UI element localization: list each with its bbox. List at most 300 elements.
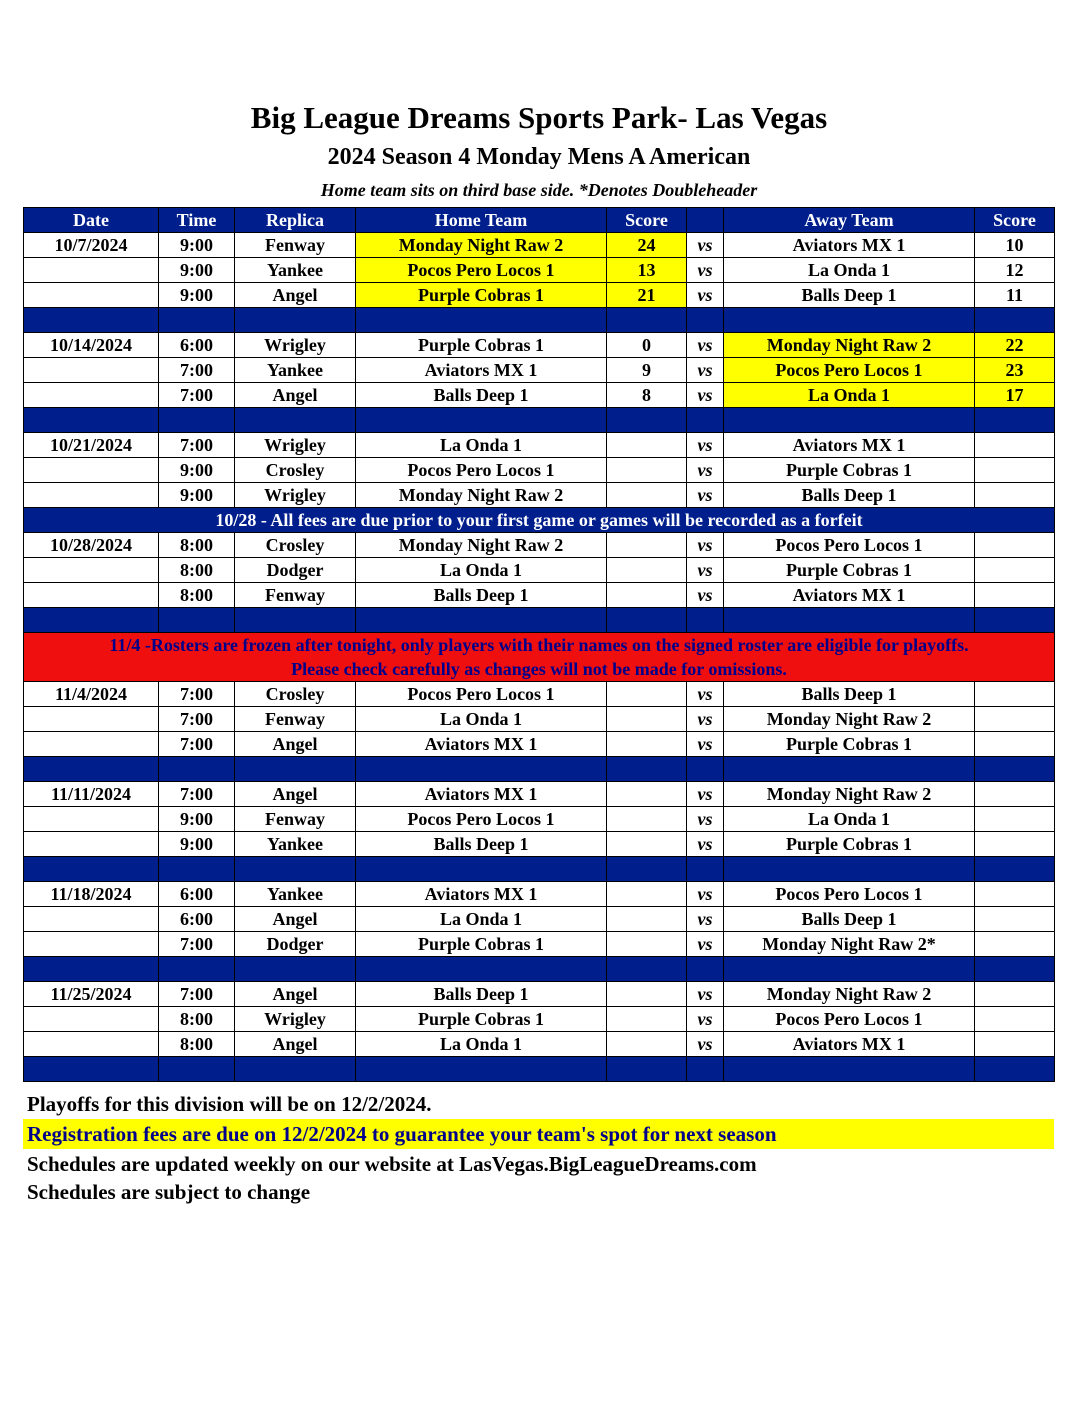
col-replica-header: Replica [235,208,356,233]
home-team-cell: Pocos Pero Locos 1 [356,807,607,832]
replica-cell: Wrigley [235,1007,356,1032]
vs-cell: vs [687,333,724,358]
separator-cell [235,1057,356,1082]
time-cell: 9:00 [159,832,235,857]
separator-cell [24,757,159,782]
game-row [24,583,1055,608]
game-row [24,433,1055,458]
date-cell [24,258,159,283]
game-row [24,458,1055,483]
away-team-cell: Monday Night Raw 2 [724,982,975,1007]
game-row [24,732,1055,757]
game-row [24,682,1055,707]
home-score-cell: 13 [607,258,687,283]
home-score-cell: 8 [607,383,687,408]
away-score-cell [975,882,1055,907]
separator-cell [975,1057,1055,1082]
time-cell: 6:00 [159,882,235,907]
separator-cell [687,608,724,633]
game-row [24,483,1055,508]
away-score-cell [975,782,1055,807]
away-team-cell: Balls Deep 1 [724,682,975,707]
away-team-cell: Balls Deep 1 [724,907,975,932]
time-cell: 9:00 [159,283,235,308]
game-row [24,233,1055,258]
separator-cell [687,408,724,433]
website-note: Schedules are updated weekly on our website at LasVegas.BigLeagueDreams.com [27,1152,757,1176]
home-score-cell [607,707,687,732]
home-team-cell: Purple Cobras 1 [356,283,607,308]
game-row [24,832,1055,857]
replica-cell: Yankee [235,882,356,907]
separator-cell [975,408,1055,433]
away-score-cell [975,932,1055,957]
away-score-cell [975,1032,1055,1057]
separator-cell [607,1057,687,1082]
schedule-table [23,207,1055,1082]
date-cell: 11/25/2024 [24,982,159,1007]
home-score-cell [607,1032,687,1057]
replica-cell: Angel [235,383,356,408]
home-score-cell [607,483,687,508]
fees-banner: 10/28 - All fees are due prior to your first game or games will be recorded as a forfeit [24,508,1055,533]
replica-cell: Crosley [235,682,356,707]
time-cell: 7:00 [159,707,235,732]
separator-cell [159,608,235,633]
away-team-cell: Purple Cobras 1 [724,832,975,857]
game-row [24,707,1055,732]
date-cell [24,907,159,932]
away-score-cell [975,707,1055,732]
home-score-cell [607,682,687,707]
away-score-cell: 11 [975,283,1055,308]
separator-cell [235,757,356,782]
separator-row [24,1057,1055,1082]
separator-cell [159,1057,235,1082]
time-cell: 7:00 [159,433,235,458]
vs-cell: vs [687,283,724,308]
replica-cell: Fenway [235,707,356,732]
time-cell: 6:00 [159,333,235,358]
replica-cell: Dodger [235,558,356,583]
vs-cell: vs [687,458,724,483]
away-team-cell: Aviators MX 1 [724,583,975,608]
time-cell: 8:00 [159,583,235,608]
separator-cell [159,857,235,882]
header-row [24,208,1055,233]
separator-cell [159,757,235,782]
date-cell [24,483,159,508]
schedule-body [24,233,1055,1082]
home-team-cell: La Onda 1 [356,1032,607,1057]
time-cell: 9:00 [159,233,235,258]
game-row [24,558,1055,583]
date-cell [24,1007,159,1032]
separator-cell [975,757,1055,782]
playoffs-note: Playoffs for this division will be on 12/2/2024. [27,1092,432,1116]
replica-cell: Dodger [235,932,356,957]
away-team-cell: Pocos Pero Locos 1 [724,533,975,558]
vs-cell: vs [687,483,724,508]
home-score-cell [607,1007,687,1032]
home-score-cell [607,533,687,558]
home-score-cell [607,558,687,583]
home-score-cell [607,782,687,807]
game-row [24,982,1055,1007]
separator-cell [607,757,687,782]
home-score-cell [607,932,687,957]
separator-cell [356,857,607,882]
game-row [24,358,1055,383]
date-cell [24,732,159,757]
replica-cell: Yankee [235,358,356,383]
home-team-cell: La Onda 1 [356,558,607,583]
away-score-cell: 22 [975,333,1055,358]
date-cell: 11/11/2024 [24,782,159,807]
separator-cell [24,1057,159,1082]
separator-cell [724,608,975,633]
home-team-cell: La Onda 1 [356,707,607,732]
away-score-cell [975,583,1055,608]
separator-cell [687,957,724,982]
separator-cell [356,408,607,433]
away-team-cell: Pocos Pero Locos 1 [724,882,975,907]
time-cell: 7:00 [159,682,235,707]
away-score-cell [975,483,1055,508]
away-team-cell: Monday Night Raw 2 [724,707,975,732]
time-cell: 9:00 [159,258,235,283]
separator-cell [24,308,159,333]
away-score-cell [975,558,1055,583]
away-team-cell: Monday Night Raw 2 [724,333,975,358]
date-cell [24,458,159,483]
away-team-cell: Purple Cobras 1 [724,458,975,483]
replica-cell: Angel [235,782,356,807]
away-team-cell: Balls Deep 1 [724,283,975,308]
roster-alert-line: 11/4 -Rosters are frozen after tonight, only players with their names on the signed roster are eligible for playoffs. [109,635,969,655]
schedule-note: Home team sits on third base side. *Denotes Doubleheader [320,180,758,200]
replica-cell: Yankee [235,258,356,283]
away-score-cell: 23 [975,358,1055,383]
game-row [24,283,1055,308]
separator-row [24,857,1055,882]
separator-cell [356,757,607,782]
time-cell: 9:00 [159,807,235,832]
game-row [24,1032,1055,1057]
separator-cell [687,1057,724,1082]
registration-note: Registration fees are due on 12/2/2024 to guarantee your team's spot for next season [23,1119,1054,1149]
vs-cell: vs [687,433,724,458]
time-cell: 8:00 [159,533,235,558]
date-cell: 11/4/2024 [24,682,159,707]
vs-cell: vs [687,533,724,558]
separator-cell [356,608,607,633]
away-score-cell [975,732,1055,757]
vs-cell: vs [687,782,724,807]
home-team-cell: Balls Deep 1 [356,982,607,1007]
separator-cell [724,1057,975,1082]
game-row [24,383,1055,408]
vs-cell: vs [687,258,724,283]
separator-cell [724,757,975,782]
fees-banner-row [24,508,1055,533]
time-cell: 6:00 [159,907,235,932]
home-team-cell: Aviators MX 1 [356,782,607,807]
home-team-cell: Monday Night Raw 2 [356,483,607,508]
away-team-cell: Monday Night Raw 2* [724,932,975,957]
time-cell: 9:00 [159,483,235,508]
away-team-cell: La Onda 1 [724,258,975,283]
separator-cell [607,857,687,882]
separator-cell [607,608,687,633]
home-team-cell: Aviators MX 1 [356,882,607,907]
roster-alert [24,633,1055,682]
date-cell [24,283,159,308]
date-cell: 11/18/2024 [24,882,159,907]
replica-cell: Wrigley [235,483,356,508]
home-score-cell: 0 [607,333,687,358]
vs-cell: vs [687,932,724,957]
away-team-cell: Aviators MX 1 [724,233,975,258]
home-team-cell: La Onda 1 [356,907,607,932]
time-cell: 7:00 [159,383,235,408]
separator-row [24,957,1055,982]
time-cell: 9:00 [159,458,235,483]
col-time-header: Time [159,208,235,233]
home-team-cell: Pocos Pero Locos 1 [356,258,607,283]
separator-row [24,408,1055,433]
separator-cell [159,308,235,333]
away-score-cell: 10 [975,233,1055,258]
away-team-cell: Monday Night Raw 2 [724,782,975,807]
away-score-cell [975,533,1055,558]
home-team-cell: La Onda 1 [356,433,607,458]
away-score-cell [975,982,1055,1007]
time-cell: 7:00 [159,932,235,957]
away-score-cell: 17 [975,383,1055,408]
separator-cell [687,857,724,882]
date-cell [24,832,159,857]
away-team-cell: Pocos Pero Locos 1 [724,1007,975,1032]
vs-cell: vs [687,982,724,1007]
separator-cell [975,308,1055,333]
date-cell: 10/7/2024 [24,233,159,258]
separator-cell [235,308,356,333]
separator-cell [356,957,607,982]
home-team-cell: Balls Deep 1 [356,583,607,608]
replica-cell: Angel [235,732,356,757]
game-row [24,533,1055,558]
home-score-cell [607,882,687,907]
separator-cell [687,308,724,333]
date-cell [24,383,159,408]
vs-cell: vs [687,583,724,608]
date-cell [24,1032,159,1057]
separator-cell [159,408,235,433]
home-team-cell: Monday Night Raw 2 [356,233,607,258]
away-team-cell: Aviators MX 1 [724,433,975,458]
date-cell [24,583,159,608]
replica-cell: Angel [235,1032,356,1057]
replica-cell: Crosley [235,458,356,483]
away-team-cell: Balls Deep 1 [724,483,975,508]
away-score-cell [975,807,1055,832]
separator-row [24,757,1055,782]
date-cell [24,558,159,583]
date-cell [24,707,159,732]
replica-cell: Fenway [235,233,356,258]
roster-alert-line: Please check carefully as changes will not be made for omissions. [291,659,787,679]
game-row [24,807,1055,832]
vs-cell: vs [687,707,724,732]
separator-cell [159,957,235,982]
home-score-cell: 24 [607,233,687,258]
away-team-cell: La Onda 1 [724,383,975,408]
separator-cell [687,757,724,782]
separator-row [24,608,1055,633]
time-cell: 7:00 [159,982,235,1007]
page-subtitle: 2024 Season 4 Monday Mens A American [327,144,751,170]
vs-cell: vs [687,233,724,258]
away-score-cell [975,433,1055,458]
date-cell [24,358,159,383]
replica-cell: Angel [235,283,356,308]
separator-cell [235,857,356,882]
col-home-score-header: Score [607,208,687,233]
separator-cell [607,308,687,333]
home-team-cell: Purple Cobras 1 [356,932,607,957]
home-score-cell [607,982,687,1007]
home-score-cell [607,433,687,458]
date-cell [24,932,159,957]
replica-cell: Wrigley [235,433,356,458]
game-row [24,932,1055,957]
col-away-team-header: Away Team [724,208,975,233]
replica-cell: Fenway [235,583,356,608]
separator-cell [724,308,975,333]
home-score-cell [607,907,687,932]
home-team-cell: Monday Night Raw 2 [356,533,607,558]
time-cell: 8:00 [159,1007,235,1032]
away-score-cell [975,907,1055,932]
date-cell [24,807,159,832]
away-team-cell: Purple Cobras 1 [724,558,975,583]
vs-cell: vs [687,358,724,383]
home-score-cell: 21 [607,283,687,308]
separator-cell [607,408,687,433]
home-team-cell: Balls Deep 1 [356,832,607,857]
replica-cell: Angel [235,907,356,932]
replica-cell: Crosley [235,533,356,558]
time-cell: 7:00 [159,732,235,757]
separator-cell [975,957,1055,982]
separator-cell [724,957,975,982]
game-row [24,258,1055,283]
separator-cell [356,308,607,333]
replica-cell: Wrigley [235,333,356,358]
date-cell: 10/21/2024 [24,433,159,458]
replica-cell: Fenway [235,807,356,832]
page-title: Big League Dreams Sports Park- Las Vegas [250,100,828,135]
col-date-header: Date [24,208,159,233]
home-team-cell: Pocos Pero Locos 1 [356,682,607,707]
home-team-cell: Purple Cobras 1 [356,1007,607,1032]
away-score-cell [975,832,1055,857]
separator-cell [24,608,159,633]
game-row [24,333,1055,358]
date-cell: 10/28/2024 [24,533,159,558]
away-team-cell: Aviators MX 1 [724,1032,975,1057]
separator-cell [724,857,975,882]
separator-cell [356,1057,607,1082]
vs-cell: vs [687,832,724,857]
away-score-cell [975,682,1055,707]
separator-cell [235,408,356,433]
vs-cell: vs [687,882,724,907]
date-cell: 10/14/2024 [24,333,159,358]
away-team-cell: Purple Cobras 1 [724,732,975,757]
separator-cell [975,608,1055,633]
vs-cell: vs [687,732,724,757]
away-score-cell [975,1007,1055,1032]
home-team-cell: Balls Deep 1 [356,383,607,408]
home-score-cell: 9 [607,358,687,383]
col-away-score-header: Score [975,208,1055,233]
col-home-team-header: Home Team [356,208,607,233]
time-cell: 8:00 [159,1032,235,1057]
home-team-cell: Purple Cobras 1 [356,333,607,358]
vs-cell: vs [687,1032,724,1057]
game-row [24,882,1055,907]
home-score-cell [607,832,687,857]
change-note: Schedules are subject to change [27,1180,311,1204]
vs-cell: vs [687,807,724,832]
separator-cell [975,857,1055,882]
away-team-cell: La Onda 1 [724,807,975,832]
vs-cell: vs [687,907,724,932]
home-team-cell: Pocos Pero Locos 1 [356,458,607,483]
separator-cell [235,608,356,633]
replica-cell: Yankee [235,832,356,857]
separator-cell [235,957,356,982]
separator-cell [724,408,975,433]
separator-cell [24,857,159,882]
home-team-cell: Aviators MX 1 [356,732,607,757]
replica-cell: Angel [235,982,356,1007]
vs-cell: vs [687,558,724,583]
game-row [24,1007,1055,1032]
home-team-cell: Aviators MX 1 [356,358,607,383]
home-score-cell [607,583,687,608]
separator-cell [607,957,687,982]
separator-row [24,308,1055,333]
home-score-cell [607,807,687,832]
game-row [24,907,1055,932]
time-cell: 7:00 [159,782,235,807]
home-score-cell [607,458,687,483]
vs-cell: vs [687,1007,724,1032]
game-row [24,782,1055,807]
col-vs-header [687,208,724,233]
vs-cell: vs [687,682,724,707]
away-score-cell [975,458,1055,483]
away-score-cell: 12 [975,258,1055,283]
away-team-cell: Pocos Pero Locos 1 [724,358,975,383]
vs-cell: vs [687,383,724,408]
roster-alert-row [24,633,1055,682]
separator-cell [24,408,159,433]
time-cell: 7:00 [159,358,235,383]
